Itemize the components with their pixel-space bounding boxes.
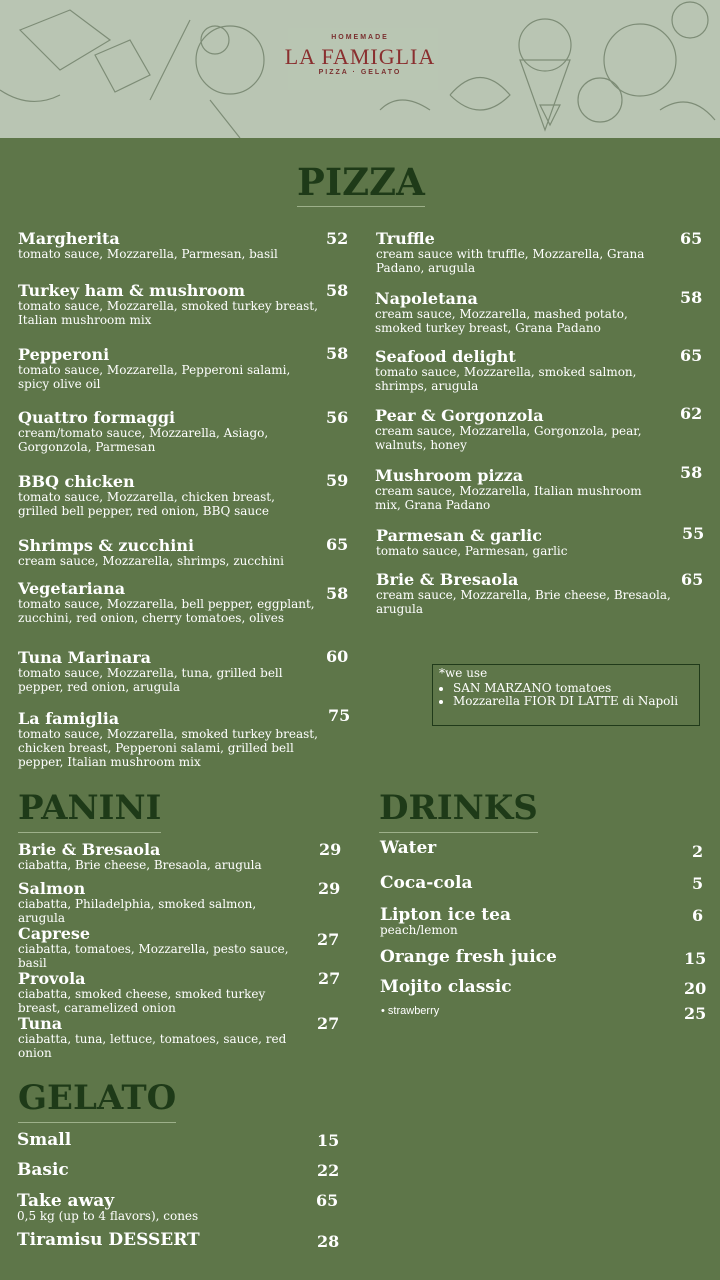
- item-price: 65: [680, 346, 703, 365]
- menu-item: [375, 291, 665, 335]
- menu-item: [18, 926, 308, 970]
- item-name: Mushroom pizza: [375, 466, 524, 485]
- item-name: Brie & Bresaola: [376, 570, 519, 589]
- menu-item: [18, 410, 308, 454]
- menu-item: [380, 907, 660, 937]
- menu-item: [18, 231, 318, 261]
- menu-item: [17, 1162, 297, 1178]
- item-price: 22: [317, 1161, 340, 1180]
- item-name: Provola: [18, 969, 86, 988]
- menu-item: [18, 711, 328, 769]
- menu-item: [376, 572, 676, 616]
- item-name: La famiglia: [18, 709, 120, 728]
- item-price: 65: [326, 535, 349, 554]
- menu-item: [18, 581, 323, 625]
- item-name: Brie & Bresaola: [18, 840, 161, 859]
- item-name: Orange fresh juice: [380, 947, 557, 967]
- section-title-panini: PANINI: [18, 788, 161, 833]
- item-description: cream/tomato sauce, Mozzarella, Asiago, Gorgonzola, Parmesan: [18, 426, 269, 454]
- item-description: cream sauce, Mozzarella, shrimps, zucchini: [18, 554, 284, 568]
- menu-item: [17, 1193, 297, 1223]
- menu-item: [18, 347, 318, 391]
- item-price: 58: [326, 281, 349, 300]
- item-description: peach/lemon: [380, 923, 458, 937]
- item-price: 29: [318, 879, 341, 898]
- item-name: Tiramisu DESSERT: [17, 1230, 200, 1250]
- menu-item: [18, 881, 288, 925]
- menu-item: [17, 1232, 307, 1248]
- menu-item: [18, 474, 318, 518]
- item-description: tomato sauce, Mozzarella, tuna, grilled bell pepper, red onion, arugula: [18, 666, 283, 694]
- item-price: 59: [326, 471, 349, 490]
- note-item: • Mozzarella FIOR DI LATTE di Napoli: [453, 695, 693, 708]
- item-price: 28: [317, 1232, 340, 1251]
- item-name: BBQ chicken: [18, 472, 135, 491]
- item-description: ciabatta, tomatoes, Mozzarella, pesto sauce, basil: [18, 942, 289, 970]
- item-description: tomato sauce, Mozzarella, Pepperoni salami, spicy olive oil: [18, 363, 291, 391]
- item-name: Seafood delight: [375, 347, 516, 366]
- menu-item: [17, 1132, 297, 1148]
- item-name: Quattro formaggi: [18, 408, 176, 427]
- item-price: 65: [316, 1191, 339, 1210]
- item-description: ciabatta, smoked cheese, smoked turkey breast, caramelized onion: [18, 987, 266, 1015]
- item-price: 65: [680, 229, 703, 248]
- note-item: • SAN MARZANO tomatoes: [453, 682, 693, 695]
- item-description: tomato sauce, Mozzarella, bell pepper, eggplant, zucchini, red onion, cherry tomatoes, olives: [18, 597, 315, 625]
- item-name: Truffle: [376, 229, 435, 248]
- item-description: ciabatta, tuna, lettuce, tomatoes, sauce, red onion: [18, 1032, 287, 1060]
- item-name: Turkey ham & mushroom: [18, 281, 246, 300]
- item-name: Parmesan & garlic: [376, 526, 542, 545]
- menu-item: [375, 408, 665, 452]
- item-name: Tuna Marinara: [18, 648, 152, 667]
- logo-tagline: HOMEMADE: [331, 34, 389, 41]
- item-description: cream sauce, Mozzarella, Brie cheese, Bresaola, arugula: [376, 588, 671, 616]
- item-description: ciabatta, Philadelphia, smoked salmon, arugula: [18, 897, 257, 925]
- logo-name: LA FAMIGLIA: [284, 44, 436, 69]
- item-name: Pepperoni: [18, 345, 110, 364]
- item-price: 25: [684, 1004, 707, 1023]
- note-title: *we use: [439, 666, 488, 680]
- item-description: tomato sauce, Mozzarella, Parmesan, basil: [18, 247, 278, 261]
- menu-item: [18, 650, 308, 694]
- menu-item: [375, 349, 665, 393]
- item-price: 27: [317, 930, 340, 949]
- item-name: Small: [17, 1130, 72, 1150]
- item-description: cream sauce with truffle, Mozzarella, Grana Padano, arugula: [376, 247, 645, 275]
- menu-item: [376, 231, 666, 275]
- item-name: Coca-cola: [380, 873, 473, 893]
- item-name: Take away: [17, 1191, 115, 1211]
- item-price: 65: [681, 570, 704, 589]
- item-price: 56: [326, 408, 349, 427]
- menu-item: [18, 971, 288, 1015]
- item-name: Shrimps & zucchini: [18, 536, 195, 555]
- item-description: ciabatta, Brie cheese, Bresaola, arugula: [18, 858, 262, 872]
- ingredients-note: [432, 664, 700, 726]
- item-name: Caprese: [18, 924, 91, 943]
- menu-item: [380, 979, 660, 995]
- header-banner: [0, 0, 720, 138]
- item-description: tomato sauce, Mozzarella, smoked turkey breast, chicken breast, Pepperoni salami, grilled bell pepper, Italian mushroom mix: [18, 727, 318, 769]
- item-price: 58: [326, 344, 349, 363]
- item-price: 60: [326, 647, 349, 666]
- logo-subtitle: PIZZA · GELATO: [318, 69, 402, 76]
- item-description: tomato sauce, Mozzarella, smoked turkey breast, Italian mushroom mix: [18, 299, 318, 327]
- item-name: Salmon: [18, 879, 86, 898]
- menu-item: [376, 528, 666, 558]
- menu-item: [380, 875, 660, 891]
- item-price: 27: [318, 969, 341, 988]
- item-description: tomato sauce, Mozzarella, chicken breast, grilled bell pepper, red onion, BBQ sauce: [18, 490, 275, 518]
- item-price: 58: [680, 288, 703, 307]
- item-price: 52: [326, 229, 349, 248]
- item-name: Vegetariana: [18, 579, 126, 598]
- item-description: tomato sauce, Parmesan, garlic: [376, 544, 568, 558]
- item-price: 58: [326, 584, 349, 603]
- menu-item: [18, 283, 318, 327]
- cone-icon: [210, 100, 240, 138]
- section-title-drinks: DRINKS: [379, 788, 538, 833]
- item-name: Basic: [17, 1160, 69, 1180]
- item-price: 27: [317, 1014, 340, 1033]
- item-description: tomato sauce, Mozzarella, smoked salmon, shrimps, arugula: [375, 365, 637, 393]
- menu-item: [380, 949, 660, 965]
- item-price: 6: [692, 906, 704, 925]
- item-name: Napoletana: [375, 289, 478, 308]
- menu-item: [18, 842, 298, 872]
- item-price: 15: [317, 1131, 340, 1150]
- item-name: Lipton ice tea: [380, 905, 511, 925]
- item-description: cream sauce, Mozzarella, mashed potato, smoked turkey breast, Grana Padano: [375, 307, 628, 335]
- leaf-icon: [450, 78, 510, 111]
- item-name: Margherita: [18, 229, 120, 248]
- item-description: 0,5 kg (up to 4 flavors), cones: [17, 1209, 199, 1223]
- item-price: 20: [684, 979, 707, 998]
- item-description: cream sauce, Mozzarella, Gorgonzola, pear, walnuts, honey: [375, 424, 642, 452]
- menu-item: [18, 538, 318, 568]
- item-price: 75: [328, 706, 351, 725]
- item-price: 55: [682, 524, 705, 543]
- item-name: Pear & Gorgonzola: [375, 406, 544, 425]
- section-title-pizza: PIZZA: [297, 162, 425, 207]
- menu-item: [380, 840, 660, 856]
- item-name: Tuna: [18, 1014, 63, 1033]
- menu-item: [18, 1016, 288, 1060]
- item-price: 15: [684, 949, 707, 968]
- menu-item-variant: • strawberry: [381, 1005, 440, 1017]
- item-price: 5: [692, 874, 704, 893]
- item-name: Water: [380, 838, 437, 858]
- item-name: Mojito classic: [380, 977, 512, 997]
- item-description: cream sauce, Mozzarella, Italian mushroom mix, Grana Padano: [375, 484, 642, 512]
- item-price: 2: [692, 842, 704, 861]
- logo: [0, 34, 720, 76]
- item-price: 29: [319, 840, 342, 859]
- item-price: 58: [680, 463, 703, 482]
- section-title-gelato: GELATO: [18, 1078, 176, 1123]
- menu-item: [375, 468, 665, 512]
- item-price: 62: [680, 404, 703, 423]
